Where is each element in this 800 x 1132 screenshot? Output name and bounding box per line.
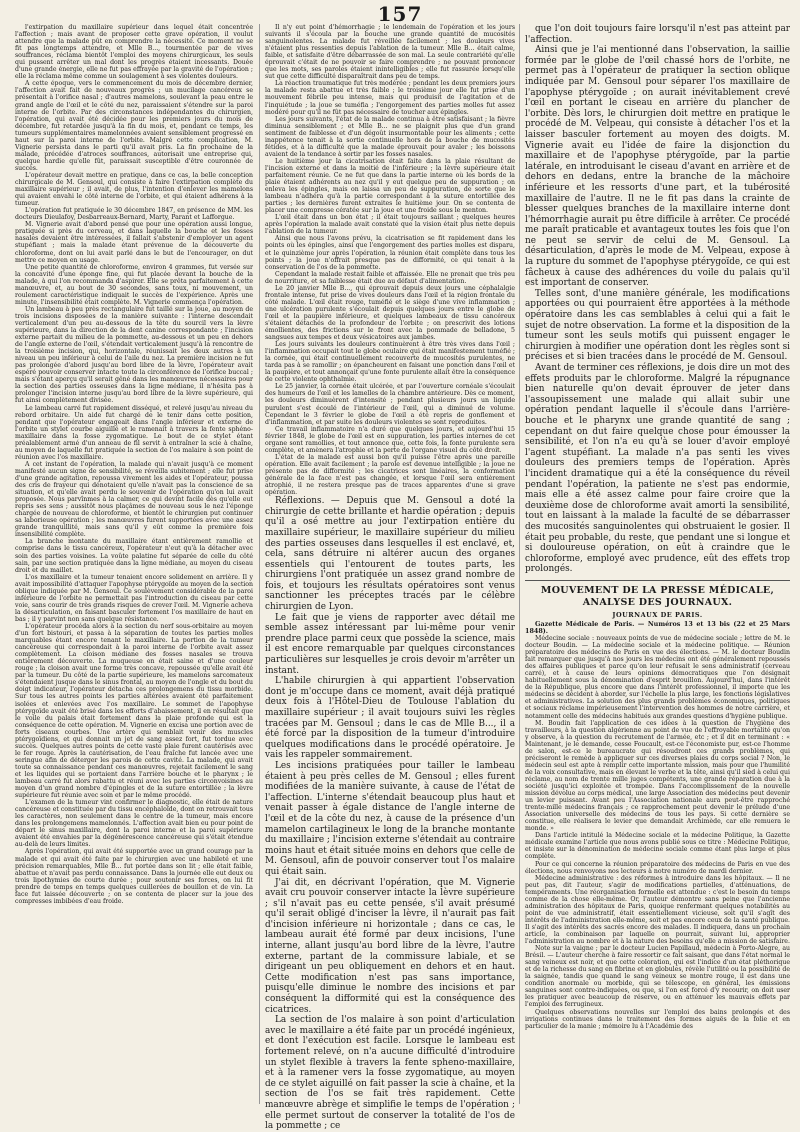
paragraph: Les jours suivants, l'état de la malade continua à être satisfaisant ; la fièvre diminua sensiblement ; et Mlle B... ne se plaignit plus que d'un grand sentiment de faiblesse et d'un dégoût insurmontable pour les aliments ; cette inappétence tenait à la sortie continuelle hors de la bouche de mucosités fétides, et à la difficulté que la malade éprouvait pour avaler ; les boissons avaient de la tendance à sortir par les fosses nasales. — [265, 115, 515, 158]
paragraph: Ainsi que nous l'avons prévu, la cicatrisation se fit rapidement dans les points où les épingles, ainsi que l'engorgement des parties molles est disparu, et le quinzième jour après l'opération, la réunion était complète dans tous les points ; la joue n'offrait presque pas de difformité, ce qui tenait à la conservation de l'os de la pommette. — [265, 235, 515, 271]
section-divider — [525, 580, 790, 581]
journal-source-line: Gazette Médicale de Paris. — Numéros 13 et 13 bis (22 et 25 Mars 1848). — [525, 619, 790, 635]
paragraph: Médecine sociale : nouveaux points de vue de médecine sociale ; lettre de M. le docteur Boudin. — La médecine sociale et la médecine politique. — Réunion préparatoire des médecins de Paris en vue des élections. — M. le docteur Boudin fait remarquer que jusqu'à nos jours les médecins ont été généralement repoussés des affaires publiques et parce qu'on leur refusait le sens administratif (cerveau carré), et à cause de leurs opinions démocratiques que l'on désignait habituellement sous la dénomination d'esprit brouillon. Aujourd'hui, dans l'intérêt de la République, plus encore que dans l'intérêt professionnel, il importe que les médecins se décident à aborder, sur l'échelle la plus large, les fonctions législatives et administratives. La solution des plus grands problèmes économiques, politiques et sociaux réclame impérieusement l'intervention des hommes de notre carrière, et notamment celle des médecins habitués aux grandes questions d'hygiène publique. — [525, 635, 790, 720]
paragraph: Les jours suivants les douleurs continuèrent à être très vives dans l'œil ; l'inflammation occupait tout le globe oculaire qui était manifestement tuméfié ; la cornée, qui était continuellement recouverte de mucosités purulentes, ne tarda pas à se ramollir ; on épancheurent en faisant une ponction dans l'œil et la paupière, et tout annonçait qu'une fonte purulente allait être la conséquence de cette violente ophthalmie. — [265, 341, 516, 384]
reflections-paragraph: Les incisions pratiquées pour tailler le lambeau étaient à peu près celles de M. Gensoul ; elles furent modifiées de la manière suivante, à cause de l'état de l'affection. L'interne s'étendait beaucoup plus haut et venait passer à égale distance de l'angle interne de l'œil et de la côte du nez, à cause de la présence d'un mamelon cartilagineux le long de la branche montante du maxillaire ; l'incision externe s'étendait au contraire moins haut et était située moins en dehors que celle de M. Gensoul, afin de pouvoir conserver tout l'os malaire qui était sain. — [265, 760, 515, 877]
paragraph: L'examen de la tumeur vint confirmer le diagnostic, elle était de nature cancéreuse et constituée par du tissu encéphaloïde, dont on retrouvait tous les caractères, non seulement dans le centre de la tumeur, mais encore dans les prolongemens mamelonnés. L'affection avait bien eu pour point de départ le sinus maxillaire, dont la paroi interne et la paroi supérieure avaient été envahies par la dégénérescence cancéreuse qui s'était étendue au-delà de leurs limites. — [15, 799, 253, 849]
column-3 — [525, 24, 790, 1104]
reflections-paragraph: Telles sont, d'une manière générale, les modifications apportées ou qui pourraient être apportées à la méthode opératoire dans les cas semblables à celui qui a fait le sujet de notre observation. La forme et la disposition de la tumeur sont les seuls motifs qui puissent engager le chirurgien à modifier une opération dont les règles sont si précises et si bien tracées dans le procédé de M. Gensoul. — [525, 288, 790, 363]
section-heading: MOUVEMENT DE LA PRESSE MÉDICALE, ANALYSE DES JOURNAUX. — [540, 584, 775, 608]
reflections-paragraph: Le fait que je viens de rapporter avec détail me semble assez intéressant par lui-même pour venir prendre place parmi ceux que possède la science, mais il est encore remarquable par quelques circonstances particulières sur lesquelles je crois devoir m'arrêter un instant. — [265, 612, 515, 676]
paragraph: L'opération fut pratiquée le 30 décembre 1847, en présence de MM. les docteurs Dieulafoy, Desbarreaux-Bernard, Marty, Parant et Lafforgue. — [15, 207, 253, 222]
reflections-paragraph: Ainsi que je l'ai mentionné dans l'observation, la saillie formée par le globe de l'œil chassé hors de l'orbite, ne permet pas à l'opérateur de pratiquer la section oblique indiquée par M. Gensoul pour séparer l'os maxillaire de l'apophyse ptérygoïde ; on aurait inévitablement crevé l'œil en portant le ciseau en arrière du plancher de l'orbite. Dès lors, le chirurgien doit mettre en pratique le procédé de M. Velpeau, qui consiste à détacher l'os et la laisser basculer fortement au moyen des doigts. M. Vignerie avait eu l'idée de faire la disjonction du maxillaire et de l'apophyse ptérygoïde, par la partie latérale, en introduisant le ciseau d'avant en arrière et de dehors en dedans, entre la branche de la mâchoire inférieure et les ressorts d'une part, et la tubérosité maxillaire de l'autre. Il ne le fit pas dans la crainte de blesser quelques branches de la maxillaire interne dont l'hémorrhagie aurait pu être difficile à arrêter. Ce procédé me paraît praticable et avantageux toutes les fois que l'on ne peut se servir de celui de M. Gensoul. La désarticulation, d'après le mode de M. Velpeau, expose à la rupture du sommet de l'apophyse ptérygoïde, ce qui est fâcheux à cause des adhérences du voile du palais qu'il est important de conserver. — [525, 45, 790, 289]
paragraph: L'œil était dans un bon état ; il était toujours saillant ; quelques heures après l'opération la malade avait constaté que la vision était plus nette depuis l'ablation de la tumeur. — [265, 214, 515, 236]
column-2 — [265, 24, 516, 1132]
paragraph: L'opérateur procéda alors à la section du nerf sous-orbitaire au moyen d'un fort bistouri, et passa à la séparation de toutes les parties molles marquables étant encore tenant le maxillaire. La portion de la tumeur cancéreuse qui correspondait à la paroi interne de l'orbite avait assez complètement. La cloison médiane des fosses nasales se trouva entièrement découverte. La muqueuse en était saine et d'une couleur rouge ; la cloison avait une forme très concave, repoussée qu'elle avait été par la tumeur. Du côté de la partie supérieure, les mamelons sarcomateux s'étendaient jusque dans le sinus frontal, au moyen de l'ongle et du bout du doigt indicateur, l'opérateur détacha ces prolongemens du tissu morbide. Sur tous les autres points les parties altérées avaient été parfaitement isolées et enlevées avec l'os maxillaire. Le sommet de l'apophyse ptérygoïde avait été brisé dans les efforts d'abaissement, il en résultait que le voile du palais était fortement dans la plaie profonde qui est la conséquence de cette opération. M. Vignerie en excisa une portion avec de forts ciseaux courbes. Une artère qui semblait venir des muscles ptérygoïdiens, et qui donnait un jet de sang assez fort, fut tordue avec succès. Quelques autres points de cette vaste plaie furent cautérisés avec le fer rouge. Après la cautérisation, de l'eau fraîche fut lancée avec une seringue afin de déterger les parois de cette cavité. La malade, qui avait toute sa connaissance pendant ces manœuvres, rejetait facilement le sang et les liquides qui se portaient dans l'arrière bouche et le pharynx ; le lambeau carré fut alors rabattu et réuni avec les parties circonvoisines au moyen d'un grand nombre d'épingles et de la suture entortillée ; la lèvre supérieure fut réunie avec soin et par le même procédé. — [15, 622, 253, 800]
reflections-paragraph: que l'on doit toujours faire lorsqu'il n'est pas atteint par l'affection. — [525, 24, 790, 45]
paragraph: Le lambeau carré fut rapidement disséqué, et relevé jusqu'au niveau du rebord orbitaire. Un aide fut chargé de le tenir dans cette position, pendant que l'opérateur engageait dans l'angle inférieur et externe de l'orbite un stylet courbe aiguillé et le ramenait à travers la fente sphéno-maxillaire dans la fosse zygomatique. Le bout de ce stylet étant préalablement armé d'un anneau de fil servit à entraîner la scie à chaîne, au moyen de laquelle fut pratiquée la section de l'os malaire à son point de réunion avec l'os maxillaire. — [15, 404, 253, 461]
paragraph: L'état de la malade est aussi bon qu'il puisse l'être après une pareille opération. Elle avait facilement ; la parole est devenue intelligible ; la joue ne présente pas de difformité ; les cicatrices sont linéaires, la conformation générale de la face n'est pas changée, et lorsque l'œil sera entièrement atrophié, il ne restera presque pas de traces apparentes d'une si grave opération. — [265, 453, 515, 497]
paragraph: Le 25 janvier, la cornée était ulcérée, et par l'ouverture cornéale s'écoulait des humeurs de l'œil et les lamelles de la chambre antérieure. Dès ce moment, les douleurs diminuèrent d'intensité ; pendant plusieurs jours un liquide purulent s'est écoulé de l'intérieur de l'œil, qui a diminué de volume. Cependant le 3 février le globe de l'œil a été repris de gonflement et d'inflammation, et par suite les douleurs violentes se sont reproduites. — [265, 383, 515, 426]
paragraph: Une petite quantité de chloroforme, environ 4 grammes, fut versée sur la concavité d'une éponge fine, qui fut placée devant la bouche de la malade, à qui l'on recommanda d'aspirer. Elle se prêta parfaitement à cette manœuvre, et, au bout de 30 secondes, sans toux, ni mouvement, un roulement caractéristique indiquait le succès de l'expérience. Après une minute, l'insensibilité était complète. M. Vignerie commença l'opération. — [15, 263, 253, 306]
reflections-paragraph: La section de l'os malaire à son point d'articulation avec le maxillaire a été faite par un procédé ingénieux, et dont l'exécution est facile. Lorsque le lambeau est fortement relevé, on n'a aucune difficulté d'introduire un stylet flexible à travers la fente spheno-maxillaire, et à la ramener vers la fosse zygomatique, au moyen de ce stylet aiguillé on fait passer la scie à chaîne, et la section de l'os se fait très rapidement. Cette manœuvre abrège et simplifie le temps de l'opération ; elle permet surtout de conserver la totalité de l'os de la pommette ; ce — [265, 1015, 515, 1132]
page-number: 157 — [377, 2, 423, 26]
paragraph: Le huitième jour la cicatrisation était faite dans la plaie résultant de l'incision externe et dans la moitié de l'inférieure ; la lèvre supérieure était parfaitement réunie. Ce ne fut que dans la partie interne où les bords de la plaie étaient adhérents au nez qu'il y eut quelque peu de suppuration ; on enleva les épingles, mais on laissa un peu de suppuration, de sorte que le lambeau n'adhéra qu'à la partie correspondant à la suture entortillée des parties ; les dernières furent extraites le huitième jour. On se contenta de placer une compresse cératée sur la joue et une froide sous le menton. — [265, 157, 515, 215]
reflections-paragraph: L'habile chirurgien à qui appartient l'observation dont je m'occupe dans ce moment, avait déjà pratiqué deux fois à l'Hôtel-Dieu de Toulouse l'ablation du maxillaire supérieur ; il avait toujours suivi les règles tracées par M. Gensoul ; dans le cas de Mlle B..., il a été forcé par la disposition de la tumeur d'introduire quelques modifications dans le procédé opératoire. Je vais les rappeler sommairement. — [265, 676, 515, 761]
reflections-paragraph: J'ai dit, en décrivant l'opération, que M. Vignerie avait cru pouvoir conserver intacte la lèvre supérieure ; s'il n'avait pas eu cette pensée, s'il avait présumé qu'il serait obligé d'inciser la lèvre, il n'aurait pas fait d'incision inférieure ni horizontale ; dans ce cas, le lambeau aurait été formé par deux incisions, l'une interne, allant jusqu'au bord libre de la lèvre, l'autre externe, partant de la commissure labiale, et se dirigeant un peu obliquement en dehors et en haut. Cette modification n'est pas sans importance, puisqu'elle diminue le nombre des incisions et par conséquent la difformité qui est la conséquence des cicatrices. — [265, 877, 515, 1015]
paragraph: Note sur la vaigne ; par le docteur Lucien Papillaud, médecin à Porto-Alegre, au Brésil. — L'auteur cherche à faire ressortir ce fait saisant, que dans l'état normal le sang veineux est noir, et que cette coloration, qui est l'indice d'un état pléthorique et de la richesse du sang en fibrine et en globules, révèle l'utilité ou la possibilité de la saignée, tandis que quand le sang veineux se montre rouge, il est dans une condition anormale ou morbide, qui se télescope, en général, les émissions sanguines sont contre-indiquées, ou que, si l'on est forcé d'y recourir, on doit user les pratiquer avec beaucoup de réserve, ou en atténuer les mauvais effets par l'emploi des ferrugineux. — [525, 945, 790, 1009]
reflections-paragraph: Avant de terminer ces réflexions, je dois dire un mot des effets produits par le chloroforme. Malgré la répugnance bien naturelle qu'on devait éprouver de jeter dans l'assoupissement une malade qui allait subir une opération pendant laquelle il s'écoule dans l'arrière-bouche et le pharynx une grande quantité de sang ; cependant on dut faire quelque chose pour émousser la sensibilité, et l'on n'a eu qu'à se louer d'avoir employé l'agent stupéfiant. La malade n'a pas senti les vives douleurs des premiers temps de l'opération. Après l'incident dramatique qui a été la conséquence du réveil pendant l'opération, la patiente ne s'est pas endormie, mais elle a été assez calme pour faire croire que la deuxième dose de chloroforme avait amorti la sensibilité, tout en laissant à la malade la faculté de se débarrasser des mucosités sanguinolentes qui obstruaient le gosier. Il était peu probable, du reste, que pendant une si longue et si douloureuse opération, on eût à craindre que le chloroforme, employé avec prudence, eût des effets trop prolongés. — [525, 363, 790, 575]
reflections-paragraph: Réflexions. — Depuis que M. Gensoul a doté la chirurgie de cette brillante et hardie opération ; depuis qu'il a osé mettre au jour l'extirpation entière du maxillaire supérieur, le maxillaire supérieur du milieu des parties osseuses dans lesquelles il est enclavé, et, cela, sans détruire ni altérer aucun des organes essentiels qui l'entourent de toutes parts, les chirurgiens l'ont pratiquée un assez grand nombre de fois, et toujours les résultats opératoires sont venus sanctionner les préceptes tracés par le célèbre chirurgien de Lyon. — [265, 496, 515, 613]
paragraph: Le 20 janvier Mlle B..., qui éprouvait depuis deux jours une céphalalgie frontale intense, fut prise de vives douleurs dans l'œil et la région frontale du côté malade. L'œil était rouge, tuméfié et le siège d'une vive inflammation ; une ulcération purulente s'écoulait depuis quelques jours entre le globe de l'œil et la paupière inférieure, et quelques lambeaux de tissu cancéreux s'étaient détachés de la profondeur de l'orbite ; on prescrivit des lotions émollientes, des frictions sur le front avec la pommade de belladone, 5 sangsues aux tempes et deux vésicatoires aux jambes. — [265, 284, 515, 342]
paragraph: Quelques observations nouvelles sur l'emploi des bains prolongés et des irrigations continues dans le traitement des formes aiguës de la folie et en particulier de la manie ; mémoire lu à l'Académie des — [525, 1008, 790, 1030]
paragraph: Il n'y eut point d'hémorrhagie ; le lendemain de l'opération et les jours suivants il s'écoula par la bouche une grande quantité de mucosités sanguinolentes. La malade fut réveillée facilement ; les douleurs vives n'étaient plus ressenties depuis l'ablation de la tumeur. Mlle B... était calme, faible, et satisfaite d'être débarrassée de son mal. La seule contrariété qu'elle éprouvait c'était de ne pouvoir se faire comprendre ; ne pouvant prononcer que les mots, ses paroles étaient inintelligibles ; elle fut rassurée lorsqu'elle sut que cette difficulté disparaîtrait dans peu de temps. — [265, 24, 515, 81]
paragraph: A cette époque, vers le commencement du mois de décembre dernier, l'affection avait fait de nouveaux progrès ; un mucilage cancéreux se présentait à l'orifice nasal ; d'autres mamelons, soulevant la peau entre le grand angle de l'œil et le côté du nez, paraissaient s'étendre sur la paroi interne de l'orbite. Par des circonstances indépendantes du chirurgien, l'opération, qui avait été décidée pour les premiers jours du mois de décembre, fut retardée jusqu'à la fin du mois, et, pendant ce temps, les tumeurs supplémentaires mamelonnées avaient sensiblement progressé en haut sur la paroi interne de l'orbite. Malgré cette complication, M. Vignerie persista dans le parti qu'il avait pris. La fin prochaine de la malade, précédée d'atroces souffrances, autorisait une entreprise qui, quelque hardie qu'elle fût, paraissait susceptible d'être couronnée de succès. — [15, 80, 253, 172]
paragraph: Après l'opération, qui avait été supportée avec un grand courage par la malade et qui avait été faite par le chirurgien avec une habileté et une précision remarquables, Mlle B... fut portée dans son lit ; elle était faible, abattue et n'avait pas perdu connaissance. Dans la journée elle eut deux ou trois lipothymies de courte durée ; pour soutenir ses forces, on lui fit prendre de temps en temps quelques cuillerées de bouillon et de vin. La face fut laissée découverte ; on se contenta de placer sur la joue des compresses imbibées d'eau froide. — [15, 848, 253, 905]
paragraph: A cet instant de l'opération, la malade qui n'avait jusqu'à ce moment manifesté aucun signe de sensibilité, se réveilla subitement ; elle fut prise d'une grande agitation, repoussa vivement les aides et l'opérateur, poussa des cris de frayeur qui dénotaient qu'elle n'avait pas la conscience de sa situation, et qu'elle avait perdu le souvenir de l'opération qu'on lui avait proposée. Nous parvînmes à la calmer, ce qui devint facile dès qu'elle eut repris ses sens ; aussitôt nous plaçâmes de nouveau sous le nez l'éponge chargée de nouveau de chloroforme, et bientôt le chirurgien put continuer sa laborieuse opération ; les manœuvres furent supportées avec une assez grande tranquillité, mais sans qu'il y eût comme la première fois insensibilité complète. — [15, 460, 253, 539]
paragraph: Ce travail inflammatoire n'a duré que quelques jours, et aujourd'hui 15 février 1848, le globe de l'œil est en suppuration, les parties internes de cet organe sont ramollies, et tout annonce que, cette fois, la fonte purulente sera complète, et amènera l'atrophie et la perte de l'organe visuel du côté droit. — [265, 425, 515, 454]
paragraph: La réaction traumatique fut très modérée ; pendant les deux premiers jours la malade resta abattue et très faible ; le troisième jour elle fut prise d'un mouvement fébrile peu intense, mais qui produisit de l'agitation et de l'inquiétude ; la joue se tuméfia ; l'engorgement des parties molles fut assez modéré pour qu'il ne fût pas nécessaire de toucher aux épingles. — [265, 80, 515, 116]
paragraph: M. Vignerie avait d'abord pensé que pour une opération aussi longue, pratiquée si près du cerveau, et dans laquelle la bouche et les fosses nasales devaient être intéressées, il fallait s'abstenir d'employer un agent stupéfiant ; mais la malade étant prévenue de la découverte du chloroforme, dont on lui avait parlé dans le but de l'encourager, on dut mettre ce moyen en usage. — [15, 221, 253, 264]
paragraph: L'opérateur devait mettre en pratique, dans ce cas, la belle conception chirurgicale de M. Gensoul, qui consiste à faire l'extirpation complète du maxillaire supérieur ; il avait, de plus, l'intention d'enlever les mamelons qui avaient envahi le côté interne de l'orbite, et qui étaient adhérens à la tumeur. — [15, 171, 253, 208]
paragraph: l'extirpation du maxillaire supérieur dans lequel était concentrée l'affection ; mais avant de proposer cette grave opération, il voulut attendre que la malade pût en comprendre la nécessité. Ce moment ne se fit pas longtemps attendre, et Mlle B..., tourmentée par de vives souffrances, réclama bientôt l'emploi des moyens chirurgicaux, les seuls qui pussent arrêter un mal dont les progrès étaient incessants. Douée d'une grande énergie, elle ne fut pas effrayée par la gravité de l'opération ; elle la réclama même comme un soulagement à ses violentes douleurs. — [15, 24, 253, 81]
paragraph: Un lambeau à peu près rectangulaire fut taillé sur la joue, au moyen de trois incisions disposées de la manière suivante : l'interne descendait verticalement d'un peu au-dessous de la tête du sourcil vers la lèvre supérieure, dans la direction de la dent canine correspondante ; l'incision externe partait du milieu de la pommette, au-dessous et un peu en dehors de l'angle externe de l'œil, s'étendait verticalement jusqu'à la rencontre de la troisième incision, qui, horizontale, réunissait les deux autres à un niveau un peu inférieur à celui de l'aile du nez. La première incision ne fut pas prolongée d'abord jusqu'au bord libre de la lèvre, l'opérateur avait espéré pouvoir conserver intacte toute la circonférence de l'orifice buccal ; mais s'étant aperçu qu'il serait gêné dans les manœuvres nécessaires pour la section des parties osseuses dans la ligne médiane, il n'hésita pas à prolonger l'incision interne jusqu'au bord libre de la lèvre supérieure, qui fut ainsi complètement divisée. — [15, 305, 253, 405]
paragraph: Cependant la malade restait faible et affaissée. Elle ne prenait que très peu de nourriture, et sa faiblesse était due au défaut d'alimentation. — [265, 270, 515, 285]
paragraph: L'os maxillaire et la tumeur tenaient encore solidement en arrière. Il y avait impossibilité d'attaquer l'apophyse ptérygoïde au moyen de la section oblique indiquée par M. Gensoul. Ce soulèvement considérable de la paroi inférieure de l'orbite ne permettait pas l'introduction du ciseau par cette voie, sans courir de très grands risques de crever l'œil. M. Vignerie acheva la désarticulation, en faisant basculer fortement l'os maxillaire de haut en bas ; il y parvint non sans quelque résistance. — [15, 573, 253, 623]
paragraph: Pour ce qui concerne la réunion préparatoire des médecins de Paris en vue des élections, nous renvoyons nos lecteurs à notre numéro de mardi dernier. — [525, 860, 790, 875]
column-divider — [259, 24, 260, 1104]
column-divider — [519, 24, 520, 1104]
paragraph: M. Boudin fait l'application de ces idées à la question de l'hygiène des travailleurs, à la question algérienne au point de vue de l'effroyable mortalité qu'on y observe, à la question du recrutement de l'armée, etc ; et il dit en terminant : « Maintenant, je le demande, cesse Foucault, est-ce l'économiste pur, est-ce l'homme de salon, est-ce le bureaucrate qui résoudront ces grands problèmes, qui préciseront le remède à appliquer sur ces diverses plaies du corps social ? Non, le médecin seul est apte à remplir cette importante mission, mais pour que l'humilité de la voix consultative, mais en élevant le verbe et la tête, ainsi qu'il sied à celui qui réclame, au nom de trente mille juges compétents, une grande réparation due à la société jusqu'ici exploitée et trompée. Dans l'accomplissement de la nouvelle mission dévolue au corps médical, une large Association des médecins peut devenir un levier puissant. Avant peu l'Association nationale aura peut-être rapproché trente-mille médecins français ; ce rapprochement peut devenir le prélude d'une Association universelle des médecins de tous les pays. Si cette dernière se constitue, elle réalisera le levier que demandait Archimède, car elle remuera le monde. » — [525, 719, 790, 833]
section-subheading: JOURNAUX DE PARIS. — [612, 610, 703, 619]
paragraph: Dans l'article intitulé la Médecine sociale et la médecine Politique, la Gazette médicale examine l'article que nous avons publié sous ce titre : Médecine Politique, et insiste sur la dénomination de médecine sociale comme étant plus large et plus complète. — [525, 832, 790, 861]
paragraph: La branche montante du maxillaire étant entièrement ramollie et comprise dans le tissu cancéreux, l'opérateur n'eut qu'à la détacher avec soin des parties voisines. La voûte palatine fut séparée de celle du côté sain, par une section pratiquée dans la ligne médiane, au moyen du ciseau droit et du maillet. — [15, 538, 253, 574]
paragraph: Médecine administrative : des réformes à introduire dans les hôpitaux. — Il ne peut pas, dit l'auteur, s'agir de modifications partielles, d'atténuations, de tempéraments. Une réorganisation formelle est attendue : c'est le besoin du temps comme de la chose elle-même. Or, l'auteur démontre sans peine que l'ancienne administration des hôpitaux de Paris, quoique renfermant quelques notabilités au point de vue administratif, était essentiellement vicieuse, soit qu'il s'agît des intérêts de l'administration elle-même, soit et pas encore ceux de la santé publique. Il s'agit des intérêts des sacrés encore des malades. Il indiquera, dans un prochain article, la combinaison par laquelle on pourrait, suivant lui, approprier l'administration au nombre et à la nature des besoins qu'elle a mission de satisfaire. — [525, 874, 790, 946]
column-1 — [15, 24, 253, 1104]
